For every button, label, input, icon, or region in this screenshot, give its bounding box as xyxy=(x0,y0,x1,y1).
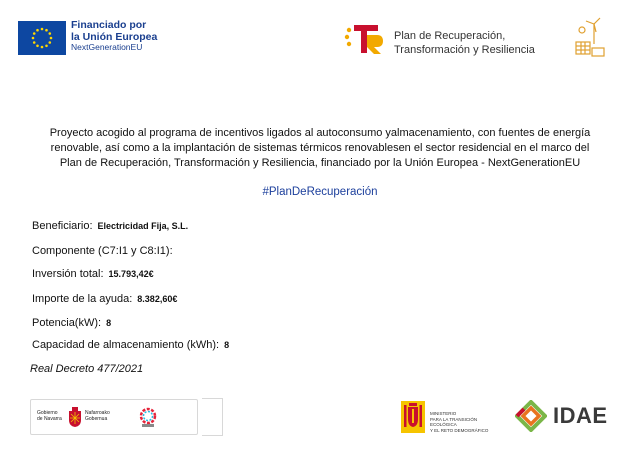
real-decreto: Real Decreto 477/2021 xyxy=(30,363,144,375)
potencia-label: Potencia(kW): xyxy=(32,317,102,329)
plan-line1: Plan de Recuperación, xyxy=(394,30,506,42)
eu-flag-logo xyxy=(18,21,66,55)
beneficiario-value: Electricidad Fija, S.L. xyxy=(97,221,189,231)
navarra-coat-icon xyxy=(68,407,82,427)
hashtag: #PlanDeRecuperación xyxy=(262,186,378,198)
navarra-gob2-text xyxy=(85,411,110,423)
eu-funding-text xyxy=(71,20,157,52)
idae-mark-icon xyxy=(515,400,547,432)
project-description xyxy=(20,126,620,172)
gob2-line2: Gobernua xyxy=(85,415,108,422)
ministerio-line3: Y EL RETO DEMOGRÁFICO xyxy=(430,427,489,433)
description-line3: Plan de Recuperación, Transformación y Resiliencia, financiado por la Unión Europea - NextGenerationEU xyxy=(59,157,581,170)
gob-line2: de Navarra xyxy=(37,415,62,422)
inversion-label: Inversión total: xyxy=(32,268,104,280)
prtr-logo xyxy=(343,20,385,58)
beneficiario-label: Beneficiario: xyxy=(32,220,93,232)
agenda-wheel-icon xyxy=(137,406,159,428)
ministerio-logo xyxy=(401,401,501,433)
componente-label: Componente (C7:I1 y C8:I1): xyxy=(32,245,173,257)
eu-stars-icon xyxy=(18,21,66,55)
importe-value: 8.382,60€ xyxy=(137,294,178,304)
eu-line2: la Unión Europea xyxy=(71,30,158,43)
empty-logo-slot xyxy=(202,398,223,436)
field-potencia xyxy=(32,317,111,329)
capacidad-value: 8 xyxy=(224,340,230,350)
capacidad-label: Capacidad de almacenamiento (kWh): xyxy=(32,339,220,351)
sun-turbine-icon xyxy=(574,16,606,58)
field-importe xyxy=(32,293,177,305)
importe-label: Importe de la ayuda: xyxy=(32,293,133,305)
inversion-value: 15.793,42€ xyxy=(108,269,154,279)
ministerio-line1: MINISTERIO xyxy=(430,411,457,416)
gob2-line1: Nafarroako xyxy=(85,410,110,416)
navarra-gob-text xyxy=(37,411,62,423)
prtr-emblem-icon xyxy=(343,20,385,58)
agenda-2030-icon xyxy=(137,406,159,428)
gob-line1: Gobierno xyxy=(37,410,58,416)
gobierno-navarra-logo xyxy=(30,399,198,435)
ministerio-text xyxy=(430,411,501,434)
ministerio-line2: PARA LA TRANSICIÓN ECOLÓGICA xyxy=(430,416,478,428)
solar-wind-icon xyxy=(574,16,606,58)
potencia-value: 8 xyxy=(106,318,112,328)
field-capacidad xyxy=(32,339,229,351)
field-inversion xyxy=(32,268,154,280)
idae-diamond-icon xyxy=(515,400,547,432)
spain-coat-of-arms-icon xyxy=(401,401,425,433)
navarra-shield-icon xyxy=(68,407,82,427)
coat-of-arms-icon xyxy=(401,401,425,433)
description-line2: renovable, así como a la implantación de sistemas térmicos renovablesen el sector residencial en el marco del xyxy=(50,142,590,155)
field-componente xyxy=(32,245,178,257)
plan-recuperacion-title xyxy=(394,29,535,58)
idae-wordmark: IDAE xyxy=(553,403,608,428)
eu-line1: Financiado por xyxy=(71,19,147,31)
field-beneficiario xyxy=(32,220,188,232)
description-line1: Proyecto acogido al programa de incentivos ligados al autoconsumo yalmacenamiento, con fuentes de energía xyxy=(49,127,591,139)
plan-line2: Transformación y Resiliencia xyxy=(394,44,535,57)
idae-logo xyxy=(515,400,625,432)
eu-line3: NextGenerationEU xyxy=(71,42,143,53)
